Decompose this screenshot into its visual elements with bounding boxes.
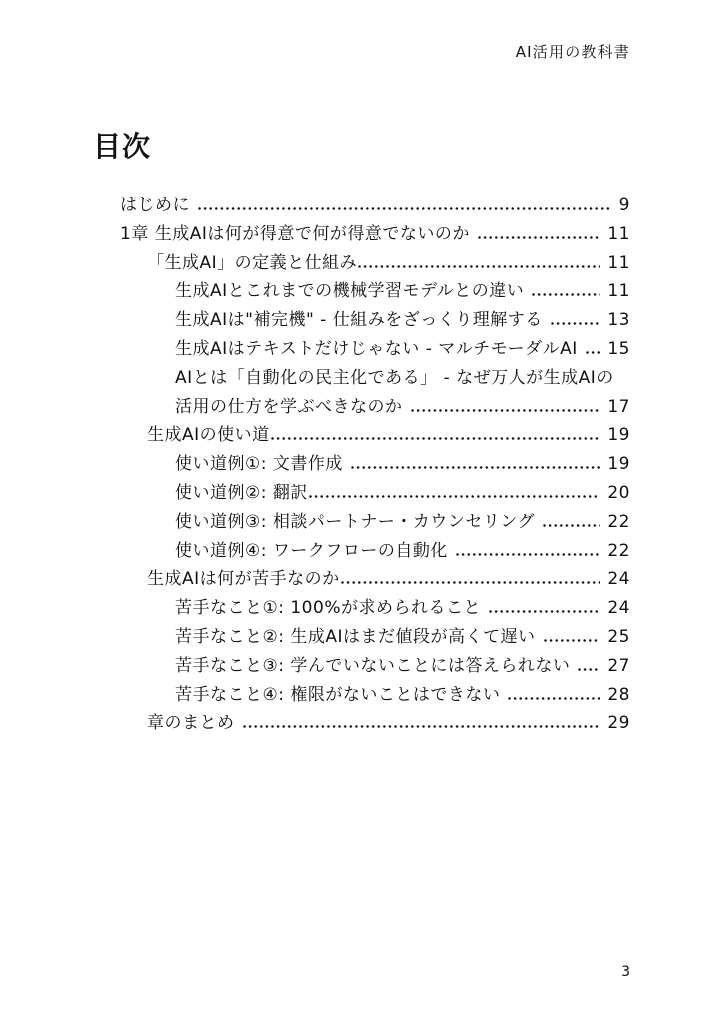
toc-entry-title: 使い道例③: 相談パートナー・カウンセリング — [175, 511, 536, 532]
toc-entry-subsection-1-1-4[interactable] — [0, 364, 721, 422]
toc-page-number: 22 — [607, 540, 630, 561]
toc-entry-subsection-1-2-4[interactable] — [0, 537, 721, 566]
toc-entry-title: 生成AIは"補完機" - 仕組みをざっくり理解する — [175, 310, 543, 331]
toc-page-number: 13 — [607, 310, 630, 331]
toc-page-number: 27 — [607, 655, 630, 676]
toc-entry-title: 使い道例②: 翻訳 — [175, 482, 308, 503]
toc-entry-introduction[interactable] — [0, 191, 721, 220]
toc-leader-dots — [341, 581, 601, 584]
toc-leader-dots — [532, 293, 600, 296]
toc-entry-chapter-1[interactable] — [0, 220, 721, 249]
toc-leader-dots — [489, 610, 600, 613]
toc-leader-dots — [456, 553, 600, 556]
toc-entry-subsection-1-3-2[interactable] — [0, 623, 721, 652]
toc-page-number: 25 — [607, 626, 630, 647]
toc-entry-title: 使い道例④: ワークフローの自動化 — [175, 540, 448, 561]
toc-leader-dots — [351, 466, 600, 469]
toc-leader-dots — [411, 409, 601, 412]
toc-page-number: 11 — [607, 223, 630, 244]
toc-entry-title-continued: 活用の仕方を学ぶべきなのか — [175, 396, 403, 417]
toc-leader-dots — [358, 265, 600, 268]
toc-leader-dots — [544, 639, 601, 642]
toc-page-number: 19 — [607, 425, 630, 446]
toc-leader-dots — [543, 524, 600, 527]
toc-page-number: 11 — [607, 281, 630, 302]
toc-page-number: 15 — [607, 338, 630, 359]
toc-entry-title: 使い道例①: 文書作成 — [175, 454, 343, 475]
toc-entry-subsection-1-3-1[interactable] — [0, 594, 721, 623]
toc-leader-dots — [508, 697, 600, 700]
page-title: 目次 — [93, 130, 152, 163]
running-header: AI活用の教科書 — [515, 43, 630, 61]
toc-page-number: 9 — [618, 195, 630, 215]
toc-leader-dots — [198, 207, 612, 210]
toc-entry-title: 「生成AI」の定義と仕組み — [147, 252, 358, 273]
toc-entry-subsection-1-1-1[interactable] — [0, 277, 721, 306]
table-of-contents — [0, 191, 721, 738]
toc-page-number: 24 — [607, 569, 630, 590]
toc-entry-section-1-1[interactable] — [0, 249, 721, 278]
toc-entry-subsection-1-1-3[interactable] — [0, 335, 721, 364]
toc-leader-dots — [309, 495, 600, 498]
toc-leader-dots — [243, 725, 601, 728]
toc-page-number: 22 — [607, 511, 630, 532]
toc-page-number: 24 — [607, 598, 630, 619]
toc-entry-section-1-2[interactable] — [0, 421, 721, 450]
toc-entry-section-1-3[interactable] — [0, 565, 721, 594]
toc-entry-line — [0, 393, 721, 422]
toc-entry-title: AIとは「自動化の民主化である」 - なぜ万人が生成AIの — [175, 367, 614, 388]
toc-leader-dots — [478, 236, 600, 239]
toc-entry-subsection-1-2-1[interactable] — [0, 450, 721, 479]
toc-entry-title: 生成AIは何が苦手なのか — [147, 569, 340, 590]
toc-entry-title: 生成AIとこれまでの機械学習モデルとの違い — [175, 281, 525, 302]
toc-leader-dots — [271, 437, 601, 440]
toc-entry-title: 生成AIはテキストだけじゃない - マルチモーダルAI — [175, 338, 578, 359]
toc-entry-subsection-1-1-2[interactable] — [0, 306, 721, 335]
toc-entry-title: 苦手なこと①: 100%が求められること — [175, 598, 481, 619]
toc-leader-dots — [578, 668, 600, 671]
toc-page-number: 20 — [607, 482, 630, 503]
toc-leader-dots — [551, 322, 601, 325]
toc-leader-dots — [586, 351, 601, 354]
toc-page-number: 17 — [607, 396, 630, 417]
toc-entry-subsection-1-3-3[interactable] — [0, 652, 721, 681]
toc-entry-title: 苦手なこと③: 学んでいないことには答えられない — [175, 655, 571, 676]
toc-entry-subsection-1-2-2[interactable] — [0, 479, 721, 508]
toc-entry-subsection-1-2-3[interactable] — [0, 508, 721, 537]
page-number: 3 — [621, 964, 630, 980]
toc-entry-section-1-4[interactable] — [0, 709, 721, 738]
toc-entry-title: 章のまとめ — [147, 713, 235, 734]
toc-entry-line — [0, 364, 721, 393]
toc-entry-title: 生成AIの使い道 — [147, 425, 270, 446]
toc-page-number: 19 — [607, 454, 630, 475]
toc-entry-title: 苦手なこと④: 権限がないことはできない — [175, 684, 501, 705]
toc-entry-title: 1章 生成AIは何が得意で何が得意でないのか — [120, 223, 470, 244]
toc-entry-title: 苦手なこと②: 生成AIはまだ値段が高くて遅い — [175, 626, 536, 647]
toc-entry-subsection-1-3-4[interactable] — [0, 681, 721, 710]
toc-page-number: 28 — [607, 684, 630, 705]
toc-entry-title: はじめに — [120, 195, 190, 215]
toc-page-number: 29 — [607, 713, 630, 734]
toc-page-number: 11 — [607, 252, 630, 273]
